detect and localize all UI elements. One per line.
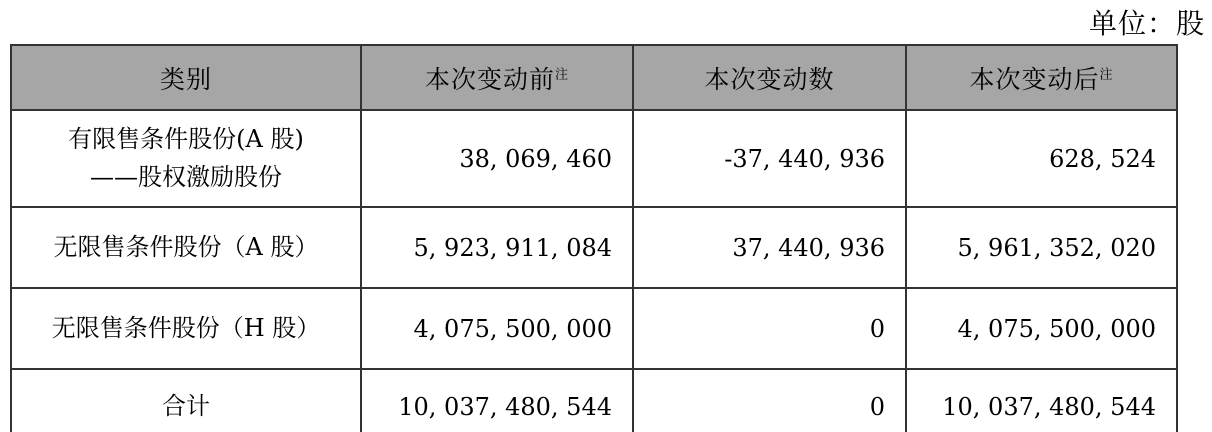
- category-line: 无限售条件股份（H 股）: [51, 313, 321, 342]
- category-cell: [11, 110, 361, 207]
- category-cell: [11, 288, 361, 369]
- header-before-change: [361, 45, 633, 110]
- category-cell: [11, 369, 361, 432]
- before-value: 38, 069, 460: [361, 110, 633, 207]
- header-after-label: 本次变动后: [969, 64, 1100, 94]
- header-after-note-mark: 注: [1099, 67, 1114, 83]
- before-value: 5, 923, 911, 084: [361, 207, 633, 288]
- after-value: 10, 037, 480, 544: [906, 369, 1177, 432]
- before-value: 10, 037, 480, 544: [361, 369, 633, 432]
- header-before-label: 本次变动前: [424, 64, 555, 94]
- table-row-unrestricted-h-shares: [11, 288, 1177, 369]
- table-row-total: [11, 369, 1177, 432]
- category-line: 无限售条件股份（A 股）: [53, 232, 319, 261]
- header-change-amount: [633, 45, 906, 110]
- header-category-label: 类别: [159, 64, 212, 94]
- table-row-restricted-a-shares: [11, 110, 1177, 207]
- before-value: 4, 075, 500, 000: [361, 288, 633, 369]
- table-row-unrestricted-a-shares: [11, 207, 1177, 288]
- share-change-table: [10, 44, 1178, 432]
- header-before-note-mark: 注: [555, 67, 570, 83]
- change-value: -37, 440, 936: [633, 110, 906, 207]
- header-change-label: 本次变动数: [704, 64, 835, 94]
- unit-label: 单位：股: [1088, 7, 1205, 40]
- after-value: 628, 524: [906, 110, 1177, 207]
- header-category: [11, 45, 361, 110]
- category-line: 有限售条件股份(A 股): [68, 124, 304, 153]
- change-value: 0: [633, 288, 906, 369]
- header-row: [11, 45, 1177, 110]
- header-after-change: [906, 45, 1177, 110]
- after-value: 5, 961, 352, 020: [906, 207, 1177, 288]
- change-value: 37, 440, 936: [633, 207, 906, 288]
- category-cell: [11, 207, 361, 288]
- category-line: ——股权激励股份: [90, 162, 282, 191]
- category-line: 合计: [162, 392, 210, 421]
- change-value: 0: [633, 369, 906, 432]
- after-value: 4, 075, 500, 000: [906, 288, 1177, 369]
